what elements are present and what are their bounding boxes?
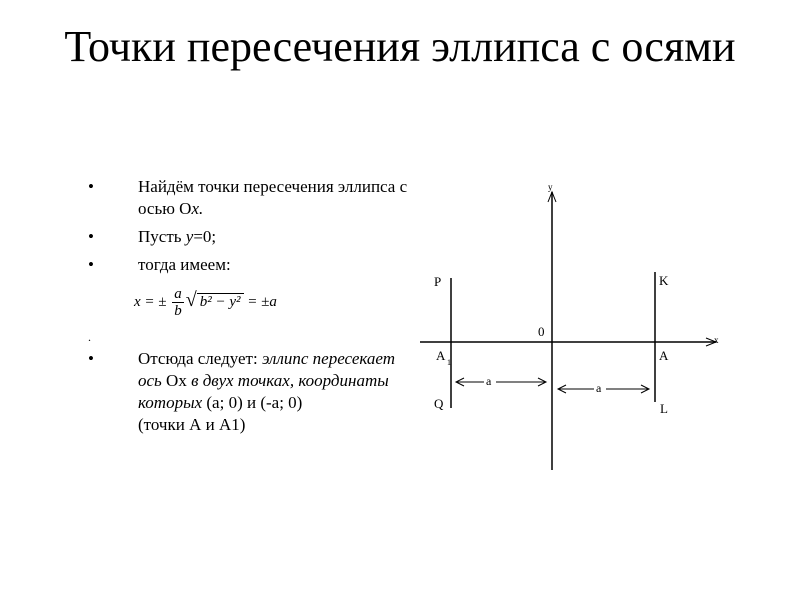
label-p: P	[434, 274, 442, 289]
bullet-text-3: тогда имеем:	[138, 255, 231, 274]
bullet-item-4	[88, 348, 408, 436]
bullet-marker: •	[88, 227, 94, 246]
formula-fraction	[172, 286, 184, 319]
left-distance-label: a	[486, 374, 492, 388]
bullet-var-y: у	[185, 227, 194, 246]
formula-lhs: x = ±	[134, 293, 167, 310]
label-a1-subscript: 1	[447, 358, 451, 367]
label-l: L	[660, 401, 668, 416]
x-axis-label: x	[714, 335, 719, 345]
small-dot: .	[88, 330, 91, 344]
bullet-text-4-ox: Ох	[166, 371, 187, 390]
bullet-text-4-prefix: Отсюда следует:	[138, 349, 262, 368]
bullet-text-4-italic-2: в двух точках, координаты которых	[138, 371, 389, 412]
origin-label: 0	[538, 324, 545, 339]
ellipse-formula	[134, 286, 277, 319]
bullet-item-2	[88, 226, 408, 248]
bullet-text-2-prefix: Пусть	[138, 227, 186, 246]
sqrt-symbol: √	[185, 288, 197, 311]
dot-row	[88, 326, 408, 344]
bullet-marker: •	[88, 349, 94, 368]
bullet-text-2-suffix: =0;	[193, 227, 217, 246]
formula-row	[88, 282, 408, 322]
label-a: A	[659, 348, 669, 363]
ellipse-axes-diagram	[420, 180, 730, 480]
label-k: K	[659, 273, 669, 288]
bullet-text-1: Найдём точки пересечения эллипса с осью О	[138, 177, 408, 218]
bullet-marker: •	[88, 177, 94, 196]
bullet-text-4-italic-1: эллипс пересекает ось	[138, 349, 396, 390]
formula-radicand: b² − y²	[197, 293, 244, 310]
bullet-marker: •	[88, 255, 94, 274]
bullet-item-3	[88, 254, 408, 276]
formula-denominator: b	[174, 303, 182, 319]
bullet-item-1	[88, 176, 408, 220]
bullet-list	[88, 176, 408, 442]
slide-title: Точки пересечения эллипса с осями	[64, 22, 736, 71]
bullet-text-4-coords: (а; 0) и (-а; 0)	[202, 393, 303, 412]
y-axis-label: y	[548, 182, 553, 192]
formula-numerator: a	[174, 286, 182, 302]
bullet-text-4-points: (точки А и А1)	[138, 415, 246, 434]
right-distance-label: a	[596, 381, 602, 395]
formula-rhs: = ±a	[247, 293, 277, 310]
label-a1: A	[436, 348, 446, 363]
bullet-var-x: х.	[191, 199, 204, 218]
label-q: Q	[434, 396, 444, 411]
